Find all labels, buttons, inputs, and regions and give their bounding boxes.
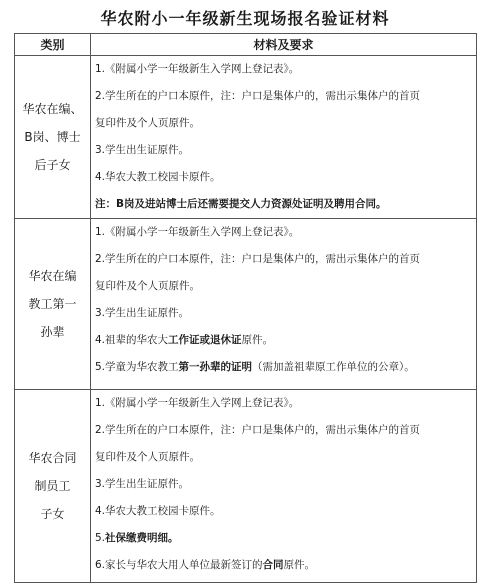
item-text-bold: 第一孙辈的证明 (178, 361, 253, 373)
category-line: 后子女 (34, 158, 71, 172)
requirement-item (95, 552, 472, 579)
materials-table (14, 33, 477, 583)
item-text: 4.祖辈的华农大 (95, 334, 169, 346)
category-line: 华农在编 (28, 269, 77, 283)
requirements-cell (91, 56, 477, 219)
table-header-row (15, 34, 477, 56)
category-line: 制员工 (34, 479, 71, 493)
category-line: 孙辈 (40, 325, 65, 339)
requirement-item-continued: 复印件及个人页原件。 (95, 117, 200, 129)
requirement-item (95, 525, 472, 552)
item-text: 原件。 (241, 334, 274, 346)
requirement-note: 注：B岗及进站博士后还需要提交人力资源处证明及聘用合同。 (95, 198, 387, 210)
requirement-item: 1.《附属小学一年级新生入学网上登记表》。 (95, 397, 300, 409)
requirement-item-continued: 复印件及个人页原件。 (95, 280, 200, 292)
item-text-bold: 合同 (262, 559, 284, 571)
requirement-item: 3.学生出生证原件。 (95, 144, 190, 156)
document-title: 华农附小一年级新生现场报名验证材料 (100, 9, 390, 28)
requirements-cell (91, 219, 477, 390)
requirement-item: 2.学生所在的户口本原件，注：户口是集体户的，需出示集体户的首页 (95, 424, 421, 436)
table-row (15, 56, 477, 219)
item-text: 5.学童为华农教工 (95, 361, 179, 373)
requirements-cell (91, 390, 477, 583)
category-cell (15, 56, 91, 219)
requirement-item: 2.学生所在的户口本原件，注：户口是集体户的，需出示集体户的首页 (95, 90, 421, 102)
category-line: 教工第一 (28, 297, 77, 311)
header-category: 类别 (15, 34, 91, 56)
category-cell (15, 390, 91, 583)
requirement-item: 4.华农大教工校园卡原件。 (95, 171, 221, 183)
category-line: 子女 (40, 507, 65, 521)
requirement-item (95, 354, 472, 381)
item-text: （需加盖祖辈原工作单位的公章）。 (252, 361, 415, 373)
category-cell (15, 219, 91, 390)
requirement-item (95, 327, 472, 354)
header-materials: 材料及要求 (91, 34, 477, 56)
requirement-item: 3.学生出生证原件。 (95, 478, 190, 490)
requirement-item: 1.《附属小学一年级新生入学网上登记表》。 (95, 63, 300, 75)
category-line: B岗、博士 (24, 130, 81, 144)
item-text: 原件。 (283, 559, 316, 571)
requirement-item: 2.学生所在的户口本原件，注：户口是集体户的，需出示集体户的首页 (95, 253, 421, 265)
category-line: 华农在编、 (22, 102, 83, 116)
requirement-item: 3.学生出生证原件。 (95, 307, 190, 319)
category-line: 华农合同 (28, 451, 77, 465)
requirement-item: 4.华农大教工校园卡原件。 (95, 505, 221, 517)
requirement-item: 1.《附属小学一年级新生入学网上登记表》。 (95, 226, 300, 238)
requirement-item-continued: 复印件及个人页原件。 (95, 451, 200, 463)
item-text: 6.家长与华农大用人单位最新签订的 (95, 559, 263, 571)
item-text-bold: 社保缴费明细。 (105, 532, 179, 544)
table-row (15, 390, 477, 583)
item-text-bold: 工作证或退休证 (168, 334, 242, 346)
item-text: 5. (95, 532, 106, 544)
table-row (15, 219, 477, 390)
